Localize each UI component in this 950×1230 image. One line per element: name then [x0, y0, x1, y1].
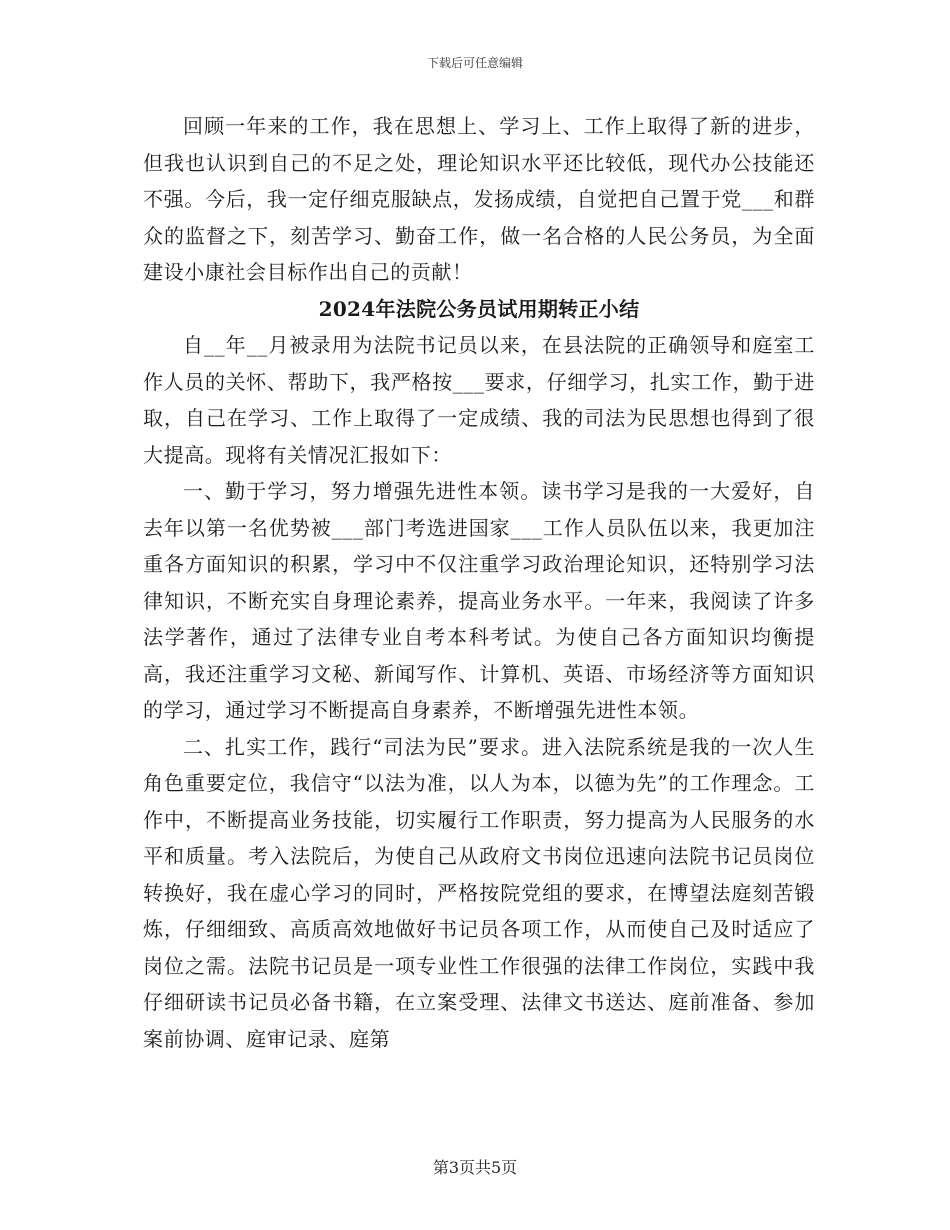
document-title: 2024年法院公务员试用期转正小结	[318, 296, 640, 321]
paragraph-section-two: 二、扎实工作，践行“司法为民”要求。进入法院系统是我的一次人生角色重要定位，我信守“以法为准，以人为本，以德为先”的工作理念。工作中，不断提高业务技能，切实履行工作职责，努力提高为人民服务的水平和质量。考入法院后，为使自己从政府文书岗位迅速向法院书记员岗位转换好，我在虚心学习的同时，严格按院党组的要求，在博望法庭刻苦锻炼，仔细细致、高质高效地做好书记员各项工作，从而使自己及时适应了岗位之需。法院书记员是一项专业性工作很强的法律工作岗位，实践中我仔细研读书记员必备书籍，在立案受理、法律文书送达、庭前准备、参加案前协调、庭审记录、庭第	[143, 734, 815, 1051]
page-indicator: 第3页共5页	[432, 1158, 518, 1177]
document-body	[143, 108, 815, 1057]
header-note: 下载后可任意编辑	[426, 56, 523, 70]
paragraph-section-one: 一、勤于学习，努力增强先进性本领。读书学习是我的一大爱好，自去年以第一名优势被___部门考选进国家___工作人员队伍以来，我更加注重各方面知识的积累，学习中不仅注重学习政治理论知识，还特别学习法律知识，不断充实自身理论素养，提高业务水平。一年来，我阅读了许多法学著作，通过了法律专业自考本科考试。为使自己各方面知识均衡提高，我还注重学习文秘、新闻写作、计算机、英语、市场经济等方面知识的学习，通过学习不断提高自身素养，不断增强先进性本领。	[143, 479, 815, 722]
intro-paragraph: 回顾一年来的工作，我在思想上、学习上、工作上取得了新的进步，但我也认识到自己的不足之处，理论知识水平还比较低，现代办公技能还不强。今后，我一定仔细克服缺点，发扬成绩，自觉把自己置于党___和群众的监督之下，刻苦学习、勤奋工作，做一名合格的人民公务员，为全面建设小康社会目标作出自己的贡献！	[143, 114, 815, 284]
paragraph-opening: 自__年__月被录用为法院书记员以来，在县法院的正确领导和庭室工作人员的关怀、帮助下，我严格按___要求，仔细学习，扎实工作，勤于进取，自己在学习、工作上取得了一定成绩、我的司法为民思想也得到了很大提高。现将有关情况汇报如下：	[143, 333, 815, 467]
